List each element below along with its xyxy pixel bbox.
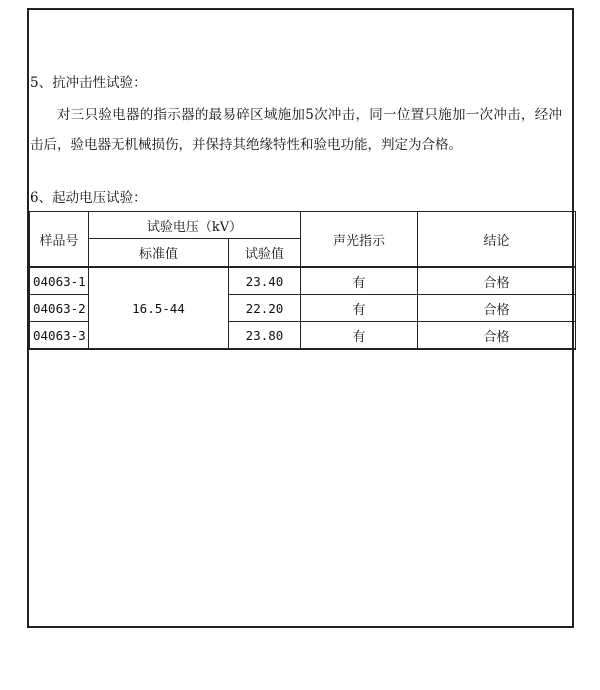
cell-result: 合格: [418, 267, 576, 295]
header-sample-no: 样品号: [30, 212, 89, 268]
table-header-row: [30, 212, 576, 239]
cell-test-value: 22.20: [229, 295, 301, 322]
table-row: [30, 267, 576, 295]
cell-sample: 04063-1: [30, 267, 89, 295]
header-conclusion: 结论: [418, 212, 576, 268]
cell-result: 合格: [418, 322, 576, 350]
cell-sample: 04063-3: [30, 322, 89, 350]
header-standard-value: 标准值: [89, 239, 229, 268]
cell-standard-value: 16.5-44: [89, 267, 229, 349]
cell-indicator: 有: [301, 322, 418, 350]
section-6-title: 6、起动电压试验：: [30, 190, 147, 206]
cell-test-value: 23.40: [229, 267, 301, 295]
section-5-title: 5、抗冲击性试验：: [30, 75, 147, 91]
cell-result: 合格: [418, 295, 576, 322]
header-test-voltage: 试验电压（kV）: [89, 212, 301, 239]
cell-test-value: 23.80: [229, 322, 301, 350]
cell-indicator: 有: [301, 267, 418, 295]
header-test-value: 试验值: [229, 239, 301, 268]
header-sound-light: 声光指示: [301, 212, 418, 268]
section-5-body: 对三只验电器的指示器的最易碎区域施加5次冲击，同一位置只施加一次冲击，经冲击后，验电器无机械损伤，并保持其绝缘特性和验电功能，判定为合格。: [30, 107, 562, 153]
cell-sample: 04063-2: [30, 295, 89, 322]
start-voltage-table: [29, 211, 576, 350]
cell-indicator: 有: [301, 295, 418, 322]
